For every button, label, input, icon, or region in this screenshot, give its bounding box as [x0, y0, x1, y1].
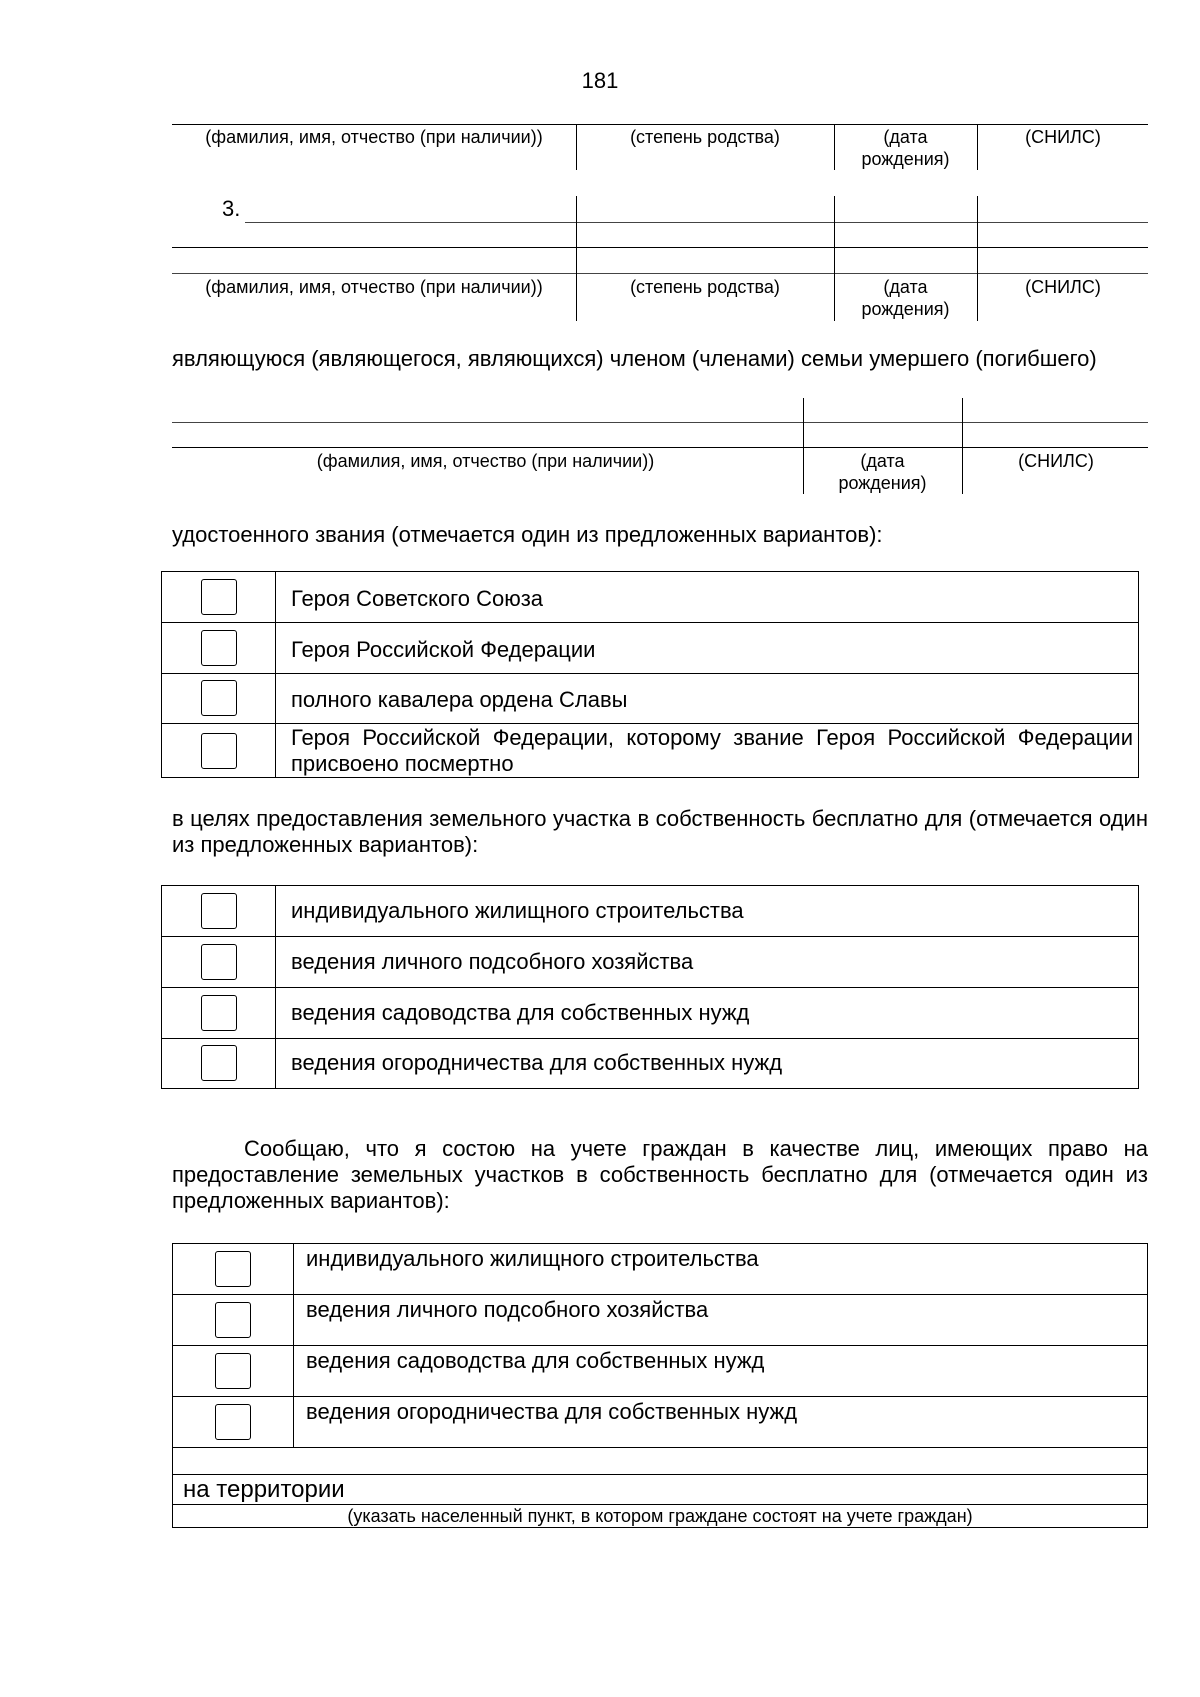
title-option-label: Героя Советского Союза: [291, 586, 544, 611]
title-option-row[interactable]: [162, 724, 1138, 777]
registry-option-label: ведения личного подсобного хозяйства: [306, 1297, 709, 1322]
row-number: 3.: [222, 196, 241, 221]
purpose-options-table: [161, 885, 1139, 1089]
relation-caption: (степень родства): [630, 277, 780, 297]
birth-date-caption-l1: (дата: [883, 127, 928, 147]
snils-caption: (СНИЛС): [1018, 451, 1094, 471]
birth-date-caption: [836, 126, 975, 170]
registry-option-row[interactable]: [173, 1295, 1147, 1346]
registry-option-label: ведения огородничества для собственных нужд: [306, 1399, 798, 1424]
territory-label: на территории: [183, 1476, 345, 1503]
fio-input-line[interactable]: [245, 222, 1148, 223]
registry-options-table: [172, 1243, 1148, 1528]
relation-caption: (степень родства): [630, 127, 780, 147]
checkbox[interactable]: [215, 1404, 251, 1440]
checkbox[interactable]: [201, 995, 237, 1031]
purpose-option-row[interactable]: [162, 1039, 1138, 1088]
registry-statement: Сообщаю, что я состою на учете граждан в качестве лиц, имеющих право на предоставление земельных участков в собственность бесплатно для (отмечается один из предложенных вариантов):: [172, 1136, 1148, 1213]
purpose-intro: в целях предоставления земельного участка в собственность бесплатно для (отмечается один из предложенных вариантов):: [172, 806, 1148, 857]
title-options-table: [161, 571, 1139, 778]
territory-row[interactable]: [173, 1475, 1147, 1505]
family-member-text: являющуюся (являющегося, являющихся) членом (членами) семьи умершего (погибшего): [172, 346, 1097, 371]
registry-blank-row[interactable]: [173, 1448, 1147, 1475]
birth-date-caption: [836, 276, 975, 320]
snils-caption: (СНИЛС): [1025, 127, 1101, 147]
territory-hint-row: [173, 1505, 1147, 1527]
fio-caption: (фамилия, имя, отчество (при наличии)): [205, 127, 543, 147]
birth-date-caption-l1: (дата: [860, 451, 905, 471]
checkbox[interactable]: [215, 1251, 251, 1287]
purpose-option-label: ведения садоводства для собственных нужд: [291, 1000, 750, 1025]
purpose-option-row[interactable]: [162, 886, 1138, 937]
birth-date-caption-l2: рождения): [861, 299, 950, 319]
checkbox[interactable]: [201, 630, 237, 666]
checkbox[interactable]: [201, 680, 237, 716]
checkbox[interactable]: [201, 579, 237, 615]
purpose-option-label: ведения огородничества для собственных нужд: [291, 1050, 783, 1075]
checkbox[interactable]: [215, 1353, 251, 1389]
checkbox[interactable]: [201, 944, 237, 980]
fio-caption: (фамилия, имя, отчество (при наличии)): [205, 277, 543, 297]
purpose-option-row[interactable]: [162, 937, 1138, 988]
registry-option-label: индивидуального жилищного строительства: [306, 1246, 759, 1271]
title-option-row[interactable]: [162, 623, 1138, 674]
registry-option-row[interactable]: [173, 1397, 1147, 1448]
birth-date-caption-l2: рождения): [838, 473, 927, 493]
purpose-option-row[interactable]: [162, 988, 1138, 1039]
registry-option-row[interactable]: [173, 1244, 1147, 1295]
checkbox[interactable]: [201, 1045, 237, 1081]
birth-date-caption: [805, 450, 960, 494]
title-option-row[interactable]: [162, 674, 1138, 724]
checkbox[interactable]: [215, 1302, 251, 1338]
purpose-option-label: индивидуального жилищного строительства: [291, 898, 744, 923]
title-intro: удостоенного звания (отмечается один из предложенных вариантов):: [172, 522, 883, 547]
snils-caption: (СНИЛС): [1025, 277, 1101, 297]
registry-option-label: ведения садоводства для собственных нужд: [306, 1348, 765, 1373]
birth-date-caption-l2: рождения): [861, 149, 950, 169]
territory-hint: (указать населенный пункт, в котором граждане состоят на учете граждан): [347, 1506, 973, 1526]
title-option-label: полного кавалера ордена Славы: [291, 687, 628, 712]
title-option-label: Героя Российской Федерации, которому звание Героя Российской Федерации присвоено посмертно: [291, 725, 1133, 776]
purpose-option-label: ведения личного подсобного хозяйства: [291, 949, 694, 974]
deceased-input-line[interactable]: [172, 422, 1148, 423]
checkbox[interactable]: [201, 733, 237, 769]
title-option-row[interactable]: [162, 572, 1138, 623]
page-number: 181: [581, 68, 619, 93]
checkbox[interactable]: [201, 893, 237, 929]
fio-caption: (фамилия, имя, отчество (при наличии)): [316, 451, 655, 471]
title-option-label: Героя Российской Федерации: [291, 637, 596, 662]
registry-option-row[interactable]: [173, 1346, 1147, 1397]
birth-date-caption-l1: (дата: [883, 277, 928, 297]
